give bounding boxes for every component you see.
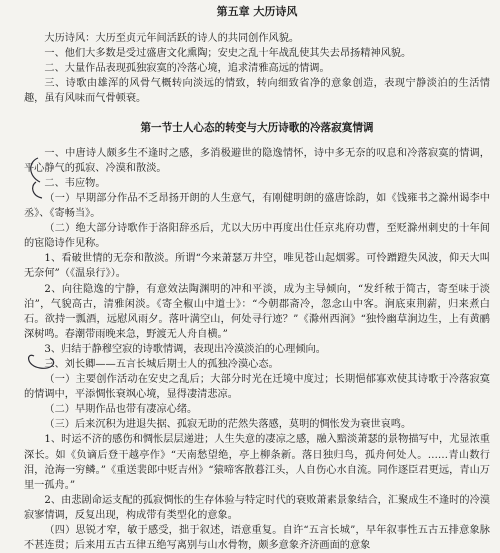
section-title: 第一节士人心态的转变与大历诗歌的冷落寂寞情调 [140,121,374,134]
body-sub-2: （二）绝大部分诗歌作于洛阳辞丞后，尤以大历中再度出仕任京兆府功曹，至贬滁州刺史的十年间的宦隐诗作见称。 [24,223,490,250]
body-point-1: 一、中唐诗人颇多生不逢时之感，多消极避世的隐逸情怀，诗中多无奈的叹息和冷落寂寞的情调，平心静气的孤寂、冷漠和散淡。 [24,147,490,174]
chapter-title: 第五章 大历诗风 [216,5,298,18]
body-sub-6: （四）思锐才窄，敏于感受，拙于叙述，语意重复。自许“五言长城”，早年叙事性五古五排意象脉不甚连贯；后来用五古五律五绝写离别与山水骨物，颇多意象齐济画面的意象 [24,525,490,552]
body-item-2: 2、向往隐逸的宁静，有意效法陶渊明的冲和平淡，成为主导倾向，“发纤秾于简古，寄至味于淡泊”，气貌高古，清雅闲淡。《寄全椒山中道士》：“今朝郡斋冷，忽念山中客。涧底束荆薪，归来煮白石。欲持一瓢酒，远慰风雨夕。落叶满空山，何处寻行迹？”《滁州西涧》“独怜幽草涧边生，上有黄鹂深树鸣。春潮带雨晚来急，野渡无人舟自横。” [24,283,490,340]
intro-point-2: 二、大量作品表现孤独寂寞的冷落心境，追求清雅高远的情调。 [44,63,330,75]
body-item-5: 2、由悲剧命运支配的孤寂惆怅的生存体验与特定时代的衰败萧素景象结合，汇聚成生不逢时的冷漠寂寥情调，反复出现，构成带有类型化的意象。 [24,494,490,521]
body-item-1: 1、看破世情的无奈和散淡。所谓“今来萧瑟万井空，唯见苍山起烟雾。可怜蹭蹬失风波，仰天大叫无奈何”（《温泉行》）。 [24,253,490,280]
body-sub-5: （三）后来沉积为进退失据、孤寂无助的茫然失落感，莫明的惆怅发为衰世哀鸣。 [44,419,412,431]
body-sub-4: （二）早期作品也带有凄凉心绪。 [44,404,198,416]
intro-point-1: 一、他们大多数是受过盛唐文化熏陶；安史之乱十年战乱使其失去昂扬精神风貌。 [44,48,412,60]
intro-point-3: 三、诗歌由雄浑的风骨气概转向淡远的情致，转向细致省净的意象创造，表现宁静淡泊的生活情趣，虽有风味而气骨顿衰。 [24,78,490,105]
body-point-3: 三、刘长卿——五言长城后期士人的孤独冷漠心态。 [44,358,279,370]
body-sub-1: （一）早期部分作品不乏昂扬开朗的人生意气，有刚健明朗的盛唐馀韵，如《饯雍书之滁州谒李中丞》、《寄畅当》。 [24,192,490,220]
body-item-3: 3、归结于静穆空寂的诗歌情调，表现出冷漠淡泊的心理倾向。 [44,343,326,355]
body-point-2: 二、韦应物。 [44,177,106,189]
body-item-4: 1、时运不济的感伤和惆怅层层递进；人生失意的凄凉之感，融入黯淡萧瑟的景物描写中，尤显浓重深长。如《负谪后登干越亭作》“天南愁望绝，亭上柳条新。落日独归鸟，孤舟何处人。……青山数行泪，沧海一穷鳞。”《重送裴郎中贬吉州》“猿啼客散暮江头，人自伤心水自流。同作逐臣君更远，青山万里一孤舟。” [24,434,490,491]
body-sub-3: （一）主要创作活动在安史之乱后；大部分时光在迁境中度过；长期悒郁寡欢使其诗歌于冷落寂寞的情调中，平添惆怅衰飒心境，显得凄清悲凉。 [24,374,490,401]
intro-definition: 大历诗风：大历至贞元年间活跃的诗人的共同创作风貌。 [44,33,300,45]
